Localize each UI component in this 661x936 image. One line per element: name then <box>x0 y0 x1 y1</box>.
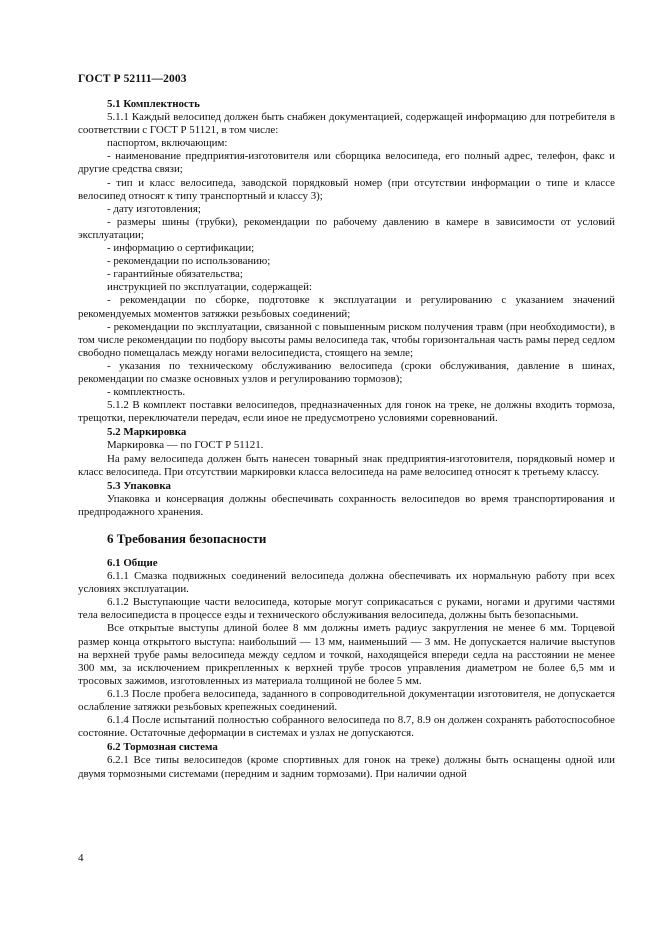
paragraph: инструкцией по эксплуатации, содержащей: <box>107 281 312 294</box>
paragraph: На раму велосипеда должен быть нанесен товарный знак предприятия-изготовителя, порядковый номер и класс велосипеда. При отсутствии маркировки класса велосипеда на раме велосипед относят к третьему классу. <box>78 452 615 478</box>
subsection-heading: 6.2 Тормозная система <box>107 741 218 754</box>
paragraph: - гарантийные обязательства; <box>107 268 243 281</box>
paragraph: 6.2.1 Все типы велосипедов (кроме спортивных для гонок на треке) должны быть оснащены одной или двумя тормозными системами (передним и задним тормозами). При наличии одной <box>78 754 615 780</box>
paragraph: 6.1.3 После пробега велосипеда, заданного в сопроводительной документации изготовителя, не допускается ослабление затяжки резьбовых крепежных соединений. <box>78 687 615 714</box>
paragraph: паспортом, включающим: <box>107 137 228 150</box>
page-header: ГОСТ Р 52111—2003 <box>78 73 187 85</box>
paragraph: Все открытые выступы длиной более 8 мм должны иметь радиус закругления не менее 6 мм. Торцевой размер конца открытого выступа: наибольший — 13 мм, наименьший — 3 мм. Не допускается наличие выступов на верхней трубе рамы велосипеда между седлом и точкой, находящейся впереди седла на расстоянии не менее 300 мм, за исключением прикрепленных к верхней трубе тросов управления диаметром не более 6,5 мм и тросовых зажимов, изготовленных из материала толщиной не более 5 мм. <box>78 622 615 687</box>
paragraph: - информацию о сертификации; <box>107 242 255 255</box>
paragraph: - наименование предприятия-изготовителя или сборщика велосипеда, его полный адрес, телефон, факс и другие средства связи; <box>78 150 615 176</box>
subsection-heading: 6.1 Общие <box>107 557 158 569</box>
document-body <box>78 97 615 781</box>
paragraph: - рекомендации по эксплуатации, связанной с повышенным риском получения травм (при необходимости), в том числе рекомендации по подбору высоты рамы велосипеда так, чтобы горизонтальная часть рамы перед седлом свободно помещалась между ногами велосипедиста, стоящего на земле; <box>78 320 615 359</box>
paragraph: 6.1.4 После испытаний полностью собранного велосипеда по 8.7, 8.9 он должен сохранять работоспособное состояние. Остаточные деформации в системах и узлах не допускаются. <box>78 714 615 740</box>
paragraph: 6.1.1 Смазка подвижных соединений велосипеда должна обеспечивать их нормальную работу при всех условиях эксплуатации. <box>78 570 615 596</box>
paragraph: 6.1.2 Выступающие части велосипеда, которые могут соприкасаться с руками, ногами и другими частями тела велосипедиста в процессе езды и технического обслуживания велосипеда, должны быть безопасными. <box>78 596 615 622</box>
paragraph: 5.1.2 В комплект поставки велосипедов, предназначенных для гонок на треке, не должны входить тормоза, трещотки, переключатели передач, если иное не предусмотрено условиями соревнований. <box>78 399 615 425</box>
paragraph: - указания по техническому обслуживанию велосипеда (сроки обслуживания, давление в шинах, рекомендации по смазке основных узлов и регулированию тормозов); <box>78 359 615 385</box>
paragraph: - размеры шины (трубки), рекомендации по рабочему давлению в камере в зависимости от условий эксплуатации; <box>78 215 615 241</box>
page-number: 4 <box>78 852 84 864</box>
paragraph: 5.1.1 Каждый велосипед должен быть снабжен документацией, содержащей информацию для потребителя в соответствии с ГОСТ Р 51121, в том числе: <box>78 111 615 137</box>
paragraph: - рекомендации по использованию; <box>107 255 271 268</box>
paragraph: - комплектность. <box>107 386 186 399</box>
paragraph: Упаковка и консервация должны обеспечивать сохранность велосипедов во время транспортирования и предпродажного хранения. <box>78 492 615 518</box>
subsection-heading: 5.3 Упаковка <box>107 479 171 492</box>
paragraph: - тип и класс велосипеда, заводской порядковый номер (при отсутствии информации о типе и классе велосипед относят к типу транспортный и классу 3); <box>78 176 615 202</box>
paragraph: - дату изготовления; <box>107 202 201 215</box>
subsection-heading: 5.1 Комплектность <box>107 98 200 110</box>
section-heading: 6 Требования безопасности <box>107 531 267 546</box>
paragraph: - рекомендации по сборке, подготовке к эксплуатации и регулированию с указанием значений рекомендуемых моментов затяжки резьбовых соединений; <box>78 294 615 320</box>
paragraph: Маркировка — по ГОСТ Р 51121. <box>107 439 264 452</box>
subsection-heading: 5.2 Маркировка <box>107 426 187 439</box>
